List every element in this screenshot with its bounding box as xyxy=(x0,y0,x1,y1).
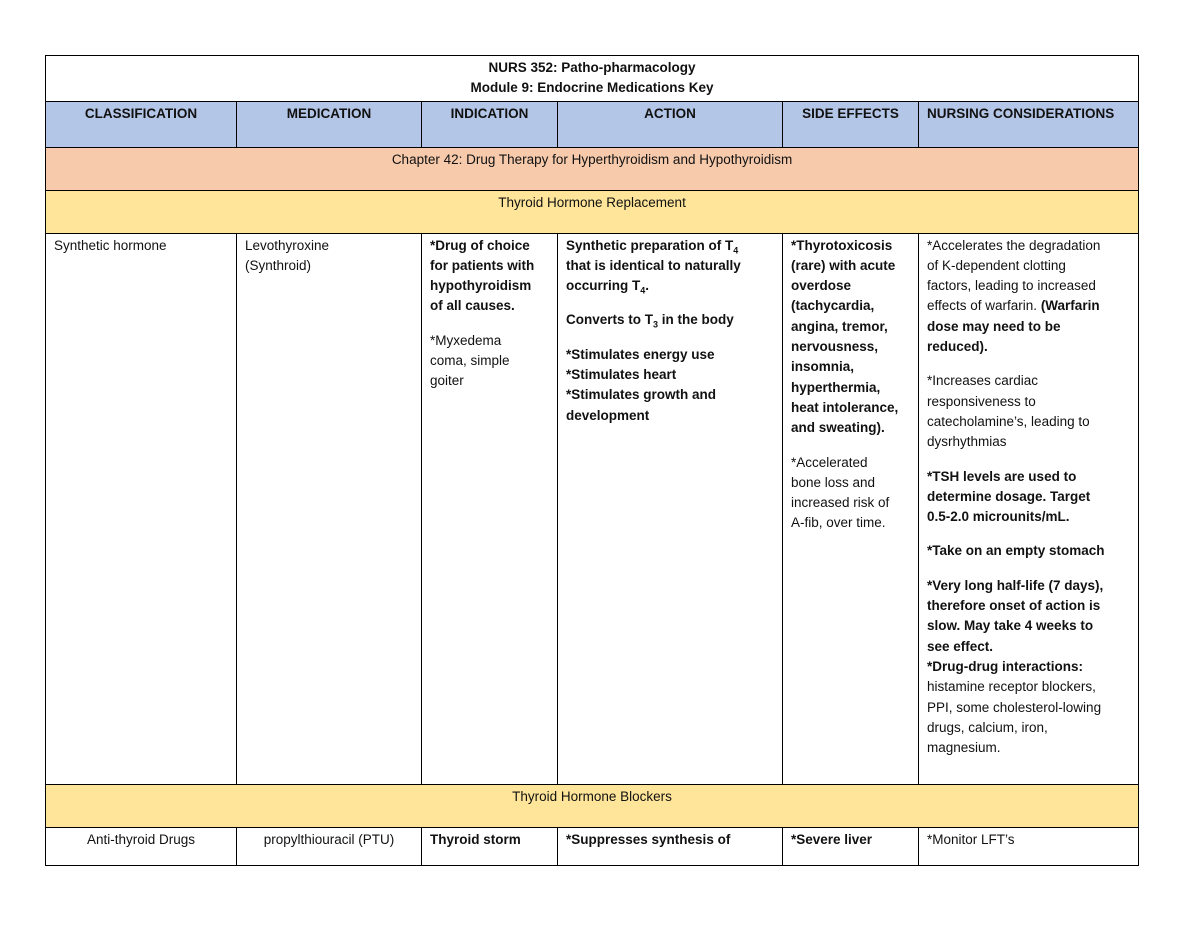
side-effects-cell xyxy=(783,233,919,784)
side-effect-line: nervousness, xyxy=(791,339,879,355)
action-line: occurring $T_4$. xyxy=(566,278,650,296)
title-row xyxy=(46,56,1139,102)
indication-line: hypothyroidism xyxy=(430,278,532,294)
side-effect-line: (rare) with acute xyxy=(791,257,896,273)
nursing-cell: *Monitor LFT’s xyxy=(919,827,1139,865)
document-title xyxy=(46,56,1139,102)
side-effects-cell: *Severe liver xyxy=(783,827,919,865)
action-line: development xyxy=(566,407,650,423)
indication-line: goiter xyxy=(430,373,464,389)
indication-line: for patients with xyxy=(430,257,535,273)
section-row-replacement xyxy=(46,190,1139,233)
nursing-line: drugs, calcium, iron, xyxy=(927,719,1048,735)
nursing-line: therefore onset of action is xyxy=(927,598,1101,614)
side-effect-line: bone loss and xyxy=(791,474,876,490)
side-effect-line: increased risk of xyxy=(791,495,890,511)
header-action: ACTION xyxy=(558,101,783,147)
indication-cell xyxy=(422,233,558,784)
nursing-line: factors, leading to increased xyxy=(927,278,1096,294)
action-line: Synthetic preparation of $T_4$ xyxy=(566,237,739,256)
medication-brand: (Synthroid) xyxy=(245,257,312,273)
medication-name: Levothyroxine xyxy=(245,237,330,253)
header-medication: MEDICATION xyxy=(237,101,422,147)
action-line: *Stimulates heart xyxy=(566,367,677,383)
nursing-cell xyxy=(919,233,1139,784)
course-title: NURS 352: Patho-pharmacology xyxy=(488,60,696,75)
indication-line: *Myxedema xyxy=(430,332,502,348)
nursing-line: of K-dependent clotting xyxy=(927,257,1066,273)
nursing-line: 0.5-2.0 microunits/mL. xyxy=(927,509,1070,525)
action-cell: *Suppresses synthesis of xyxy=(558,827,783,865)
nursing-line: determine dosage. Target xyxy=(927,488,1091,504)
indication-line: of all causes. xyxy=(430,298,515,314)
action-line: that is identical to naturally xyxy=(566,257,741,273)
classification-cell: Synthetic hormone xyxy=(46,233,237,784)
chapter-row xyxy=(46,147,1139,190)
nursing-line: *Drug-drug interactions: xyxy=(927,658,1084,674)
side-effect-line: (tachycardia, xyxy=(791,298,875,314)
header-side-effects: SIDE EFFECTS xyxy=(783,101,919,147)
indication-line: *Drug of choice xyxy=(430,237,530,253)
table-row xyxy=(46,233,1139,784)
table-row xyxy=(46,827,1139,865)
nursing-line: *TSH levels are used to xyxy=(927,468,1077,484)
nursing-line: dose may need to be xyxy=(927,318,1061,334)
side-effect-line: *Thyrotoxicosis xyxy=(791,237,893,253)
medications-table xyxy=(45,55,1139,866)
indication-line: coma, simple xyxy=(430,353,510,369)
medication-cell xyxy=(237,233,422,784)
nursing-line: *Increases cardiac xyxy=(927,373,1039,389)
section-heading-blockers: Thyroid Hormone Blockers xyxy=(46,784,1139,827)
action-line: Converts to $T_3$ in the body xyxy=(566,312,734,331)
header-indication: INDICATION xyxy=(422,101,558,147)
side-effect-line: and sweating). xyxy=(791,420,885,436)
side-effect-line: *Accelerated xyxy=(791,454,868,470)
side-effect-line: hyperthermia, xyxy=(791,379,881,395)
nursing-line: see effect. xyxy=(927,638,994,654)
side-effect-line: overdose xyxy=(791,278,852,294)
nursing-line: PPI, some cholesterol-lowing xyxy=(927,699,1102,715)
action-line: *Stimulates energy use xyxy=(566,346,715,362)
header-nursing-considerations: NURSING CONSIDERATIONS xyxy=(919,101,1139,147)
action-line: *Stimulates growth and xyxy=(566,387,717,403)
action-cell xyxy=(558,233,783,784)
classification-cell: Anti-thyroid Drugs xyxy=(46,827,237,865)
header-classification: CLASSIFICATION xyxy=(46,101,237,147)
nursing-line: dysrhythmias xyxy=(927,434,1007,450)
nursing-line: histamine receptor blockers, xyxy=(927,679,1096,695)
nursing-line: responsiveness to xyxy=(927,393,1036,409)
nursing-line: *Accelerates the degradation xyxy=(927,237,1101,253)
indication-cell: Thyroid storm xyxy=(422,827,558,865)
nursing-line: *Take on an empty stomach xyxy=(927,543,1105,559)
nursing-line: reduced). xyxy=(927,339,988,355)
nursing-line: magnesium. xyxy=(927,740,1001,756)
side-effect-line: A-fib, over time. xyxy=(791,515,886,531)
module-title: Module 9: Endocrine Medications Key xyxy=(470,80,714,96)
section-row-blockers xyxy=(46,784,1139,827)
side-effect-line: heat intolerance, xyxy=(791,399,899,415)
side-effect-line: insomnia, xyxy=(791,359,855,375)
side-effect-line: angina, tremor, xyxy=(791,318,888,334)
section-heading-replacement: Thyroid Hormone Replacement xyxy=(46,190,1139,233)
nursing-line: catecholamine’s, leading to xyxy=(927,413,1090,429)
nursing-line: *Very long half-life (7 days), xyxy=(927,577,1104,593)
nursing-line: effects of warfarin. (Warfarin xyxy=(927,298,1100,314)
chapter-heading: Chapter 42: Drug Therapy for Hyperthyroidism and Hypothyroidism xyxy=(46,147,1139,190)
medication-cell: propylthiouracil (PTU) xyxy=(237,827,422,865)
header-row xyxy=(46,101,1139,147)
nursing-line: slow. May take 4 weeks to xyxy=(927,618,1094,634)
